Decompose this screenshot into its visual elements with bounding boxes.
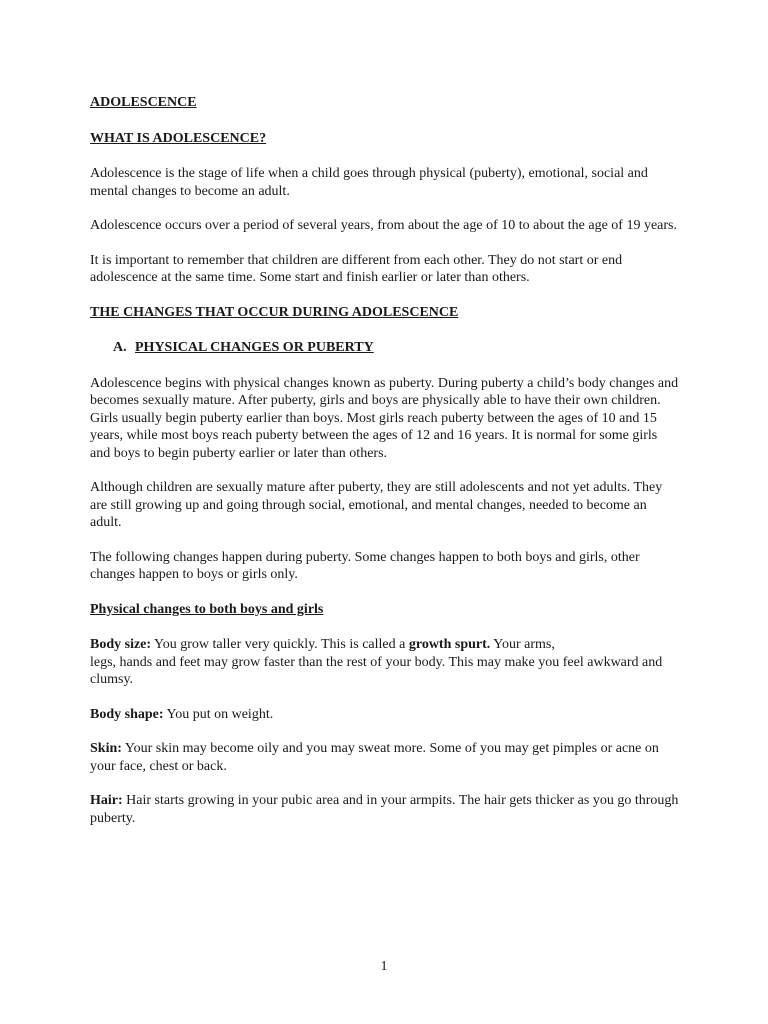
document-page [90, 94, 680, 844]
both-changes-heading: Physical changes to both boys and girls [90, 601, 324, 617]
intro-paragraph-3: It is important to remember that children are different from each other. They do not start or end adolescence at the same time. Some start and finish earlier or later than others. [90, 252, 623, 285]
section-heading: THE CHANGES THAT OCCUR DURING ADOLESCENCE [90, 304, 459, 320]
body-size-text-2: Your arms, [490, 637, 555, 652]
document-title: ADOLESCENCE [90, 95, 197, 110]
puberty-paragraph-2: Although children are sexually mature after puberty, they are still adolescents and not yet adults. They are still growing up and going through social, emotional, and mental changes, needed to become an adult. [90, 480, 663, 530]
puberty-paragraph-3: The following changes happen during puberty. Some changes happen to both boys and girls, other changes happen to boys or girls only. [90, 549, 640, 582]
body-shape-term: Body shape: [90, 706, 164, 722]
skin-paragraph [90, 740, 680, 775]
subsection-a-heading [113, 339, 680, 357]
body-size-text-1: You grow taller very quickly. This is called a [151, 637, 409, 652]
intro-paragraph-2: Adolescence occurs over a period of several years, from about the age of 10 to about the age of 19 years. [90, 218, 677, 233]
intro-paragraph-1: Adolescence is the stage of life when a child goes through physical (puberty), emotional, social and mental changes to become an adult. [90, 166, 648, 199]
skin-text: Your skin may become oily and you may sweat more. Some of you may get pimples or acne on your face, chest or back. [90, 741, 659, 774]
puberty-paragraph-1: Adolescence begins with physical changes known as puberty. During puberty a child’s body changes and becomes sexually mature. After puberty, girls and boys are physically able to have their own children. Girls usually begin puberty earlier than boys. Most girls reach puberty between the ages of 10 and 15 years, while most boys reach puberty between the ages of 12 and 16 years. It is normal for some girls and boys to begin puberty earlier or later than others. [90, 375, 679, 461]
hair-term: Hair: [90, 793, 123, 808]
body-shape-text: You put on weight. [163, 706, 274, 722]
growth-spurt-emphasis: growth spurt. [408, 637, 491, 652]
document-subtitle: WHAT IS ADOLESCENCE? [90, 130, 267, 146]
skin-term: Skin: [90, 741, 122, 756]
body-size-paragraph [90, 636, 680, 689]
body-size-term: Body size: [90, 637, 152, 652]
subsection-title: PHYSICAL CHANGES OR PUBERTY [135, 340, 374, 355]
page-number: 1 [380, 959, 388, 974]
body-shape-paragraph [90, 706, 680, 724]
hair-text: Hair starts growing in your pubic area and in your armpits. The hair gets thicker as you go through puberty. [90, 793, 679, 826]
subsection-marker: A. [113, 340, 127, 355]
body-size-text-3: legs, hands and feet may grow faster than the rest of your body. This may make you feel awkward and clumsy. [90, 654, 663, 687]
hair-paragraph [90, 792, 680, 827]
